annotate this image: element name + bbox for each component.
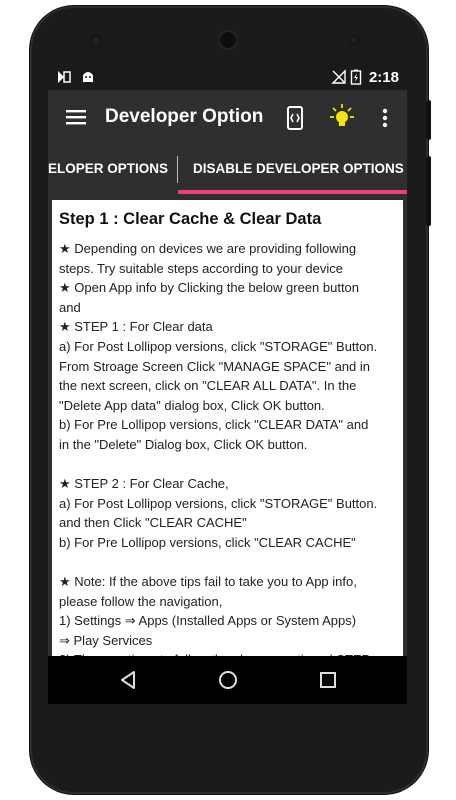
text-line: ⇒ Play Services: [59, 632, 153, 648]
recents-icon: [319, 671, 337, 689]
text-line: 1) Settings ⇒ Apps (Installed Apps or System Apps): [59, 613, 357, 629]
back-button[interactable]: [98, 656, 158, 704]
android-icon: [80, 69, 96, 85]
text-line: in the "Delete" Dialog box, Click OK button.: [59, 436, 308, 452]
instructions-card: [52, 200, 403, 660]
text-line: ★ Note: If the above tips fail to take you to App info,: [59, 574, 357, 590]
system-nav-bar: [48, 656, 407, 704]
sensor: [351, 37, 357, 43]
text-line: b) For Pre Lollipop versions, click "CLEAR DATA" and: [59, 417, 369, 433]
front-speaker: [218, 30, 238, 50]
text-line: b) For Pre Lollipop versions, click "CLEAR CACHE": [59, 534, 356, 550]
text-line: please follow the navigation,: [59, 593, 223, 609]
text-line: [59, 553, 401, 573]
tab-divider: [177, 156, 178, 183]
clock: 2:18: [368, 69, 399, 86]
text-line: a) For Post Lollipop versions, click "STORAGE" Button.: [59, 495, 378, 511]
bulb-icon[interactable]: [327, 103, 357, 133]
text-line: ★ STEP 2 : For Clear Cache,: [59, 476, 229, 492]
more-vert-icon[interactable]: [382, 108, 388, 128]
front-camera: [92, 37, 100, 45]
text-line: ★ Open App info by Clicking the below green button: [59, 280, 360, 296]
text-line: "Delete App data" dialog box, Click OK button.: [59, 397, 325, 413]
tab-disable-developer-options[interactable]: DISABLE DEVELOPER OPTIONS: [193, 161, 404, 176]
signal-off-icon: [331, 69, 347, 85]
back-icon: [119, 670, 137, 690]
app-bar: [48, 90, 407, 146]
home-icon: [218, 670, 238, 690]
volume-button: [426, 156, 431, 226]
text-line: ★ STEP 1 : For Clear data: [59, 319, 213, 335]
instructions-text: [59, 239, 401, 660]
status-bar: [48, 64, 407, 90]
screen: [48, 64, 407, 704]
tab-bar: [48, 146, 407, 194]
recents-button[interactable]: [298, 656, 358, 704]
text-line: and then Click "CLEAR CACHE": [59, 515, 247, 531]
page-title: Developer Option: [105, 106, 264, 127]
text-line: steps. Try suitable steps according to your device: [59, 260, 343, 276]
content-area: [48, 194, 407, 656]
text-line: From Stroage Screen Click "MANAGE SPACE" and in: [59, 358, 370, 374]
menu-icon[interactable]: [66, 109, 86, 125]
text-line: the next screen, click on "CLEAR ALL DATA". In the: [59, 378, 357, 394]
text-line: a) For Post Lollipop versions, click "STORAGE" Button.: [59, 338, 378, 354]
text-line: and: [59, 299, 81, 315]
tab-developer-options[interactable]: ELOPER OPTIONS: [48, 161, 169, 176]
battery-icon: [350, 69, 362, 85]
power-button: [426, 100, 431, 140]
notification-icon: [56, 69, 72, 85]
text-line: ★ Depending on devices we are providing following: [59, 241, 357, 256]
home-button[interactable]: [198, 656, 258, 704]
fullscreen-icon[interactable]: [286, 106, 304, 130]
card-heading: Step 1 : Clear Cache & Clear Data: [59, 210, 322, 228]
text-line: [59, 455, 401, 475]
